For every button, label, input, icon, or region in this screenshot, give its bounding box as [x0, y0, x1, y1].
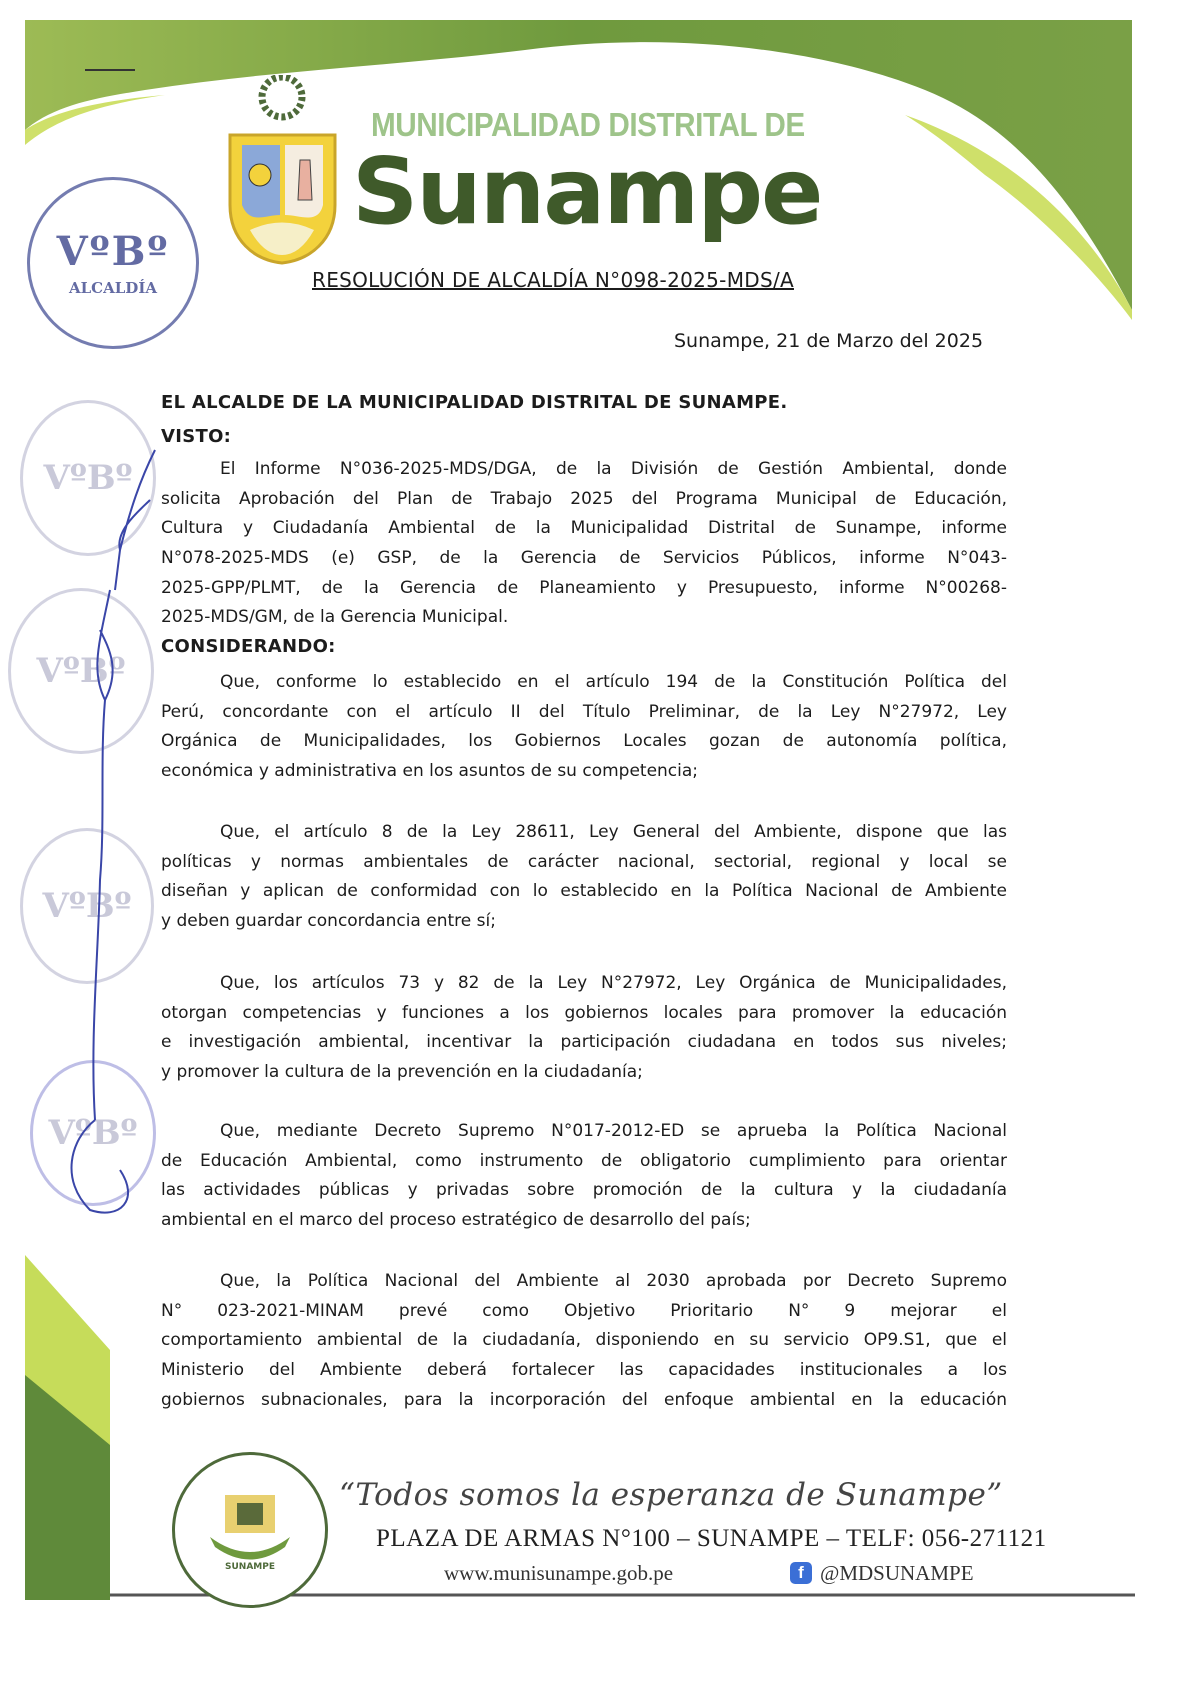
institution-name: MUNICIPALIDAD DISTRITAL DE [371, 106, 805, 143]
text-line: Cultura y Ciudadanía Ambiental de la Municipalidad Distrital de Sunampe, informe [161, 518, 1007, 539]
footer-address: PLAZA DE ARMAS N°100 – SUNAMPE – TELF: 056-271121 [376, 1525, 1047, 1552]
text-line: y promover la cultura de la prevención en la ciudadanía; [161, 1062, 643, 1083]
text-line: las actividades públicas y privadas sobre promoción de la cultura y la ciudadanía [161, 1180, 1007, 1201]
place-date: Sunampe, 21 de Marzo del 2025 [674, 330, 984, 352]
text-line: El Informe N°036-2025-MDS/DGA, de la División de Gestión Ambiental, donde [220, 459, 1007, 479]
text-line: políticas y normas ambientales de carácter nacional, sectorial, regional y local se [161, 851, 1007, 872]
vobo-alcaldia-stamp [27, 177, 199, 349]
text-line: 2025-GPP/PLMT, de la Gerencia de Planeamiento y Presupuesto, informe N°00268- [161, 577, 1007, 598]
text-line: económica y administrativa en los asuntos de su competencia; [161, 761, 699, 782]
footer-social[interactable] [790, 1560, 974, 1586]
margin-stamp-3: VºBº [20, 828, 154, 984]
margin-stamp-2: VºBº [8, 588, 154, 754]
text-line: 2025-MDS/GM, de la Gerencia Municipal. [161, 607, 509, 628]
text-line: comportamiento ambiental de la ciudadanía, disponiendo en su servicio OP9.S1, que el [161, 1330, 1007, 1351]
visto-heading: VISTO: [161, 426, 232, 447]
text-line: N°078-2025-MDS (e) GSP, de la Gerencia de Servicios Públicos, informe N°043- [161, 548, 1007, 569]
stamp-vobo-text: VºBº [56, 228, 170, 275]
text-line: Ministerio del Ambiente deberá fortalecer las capacidades institucionales a los [161, 1360, 1007, 1381]
considerando-paragraph-2 [161, 818, 1007, 937]
text-line: Que, conforme lo establecido en el artículo 194 de la Constitución Política del [220, 672, 1007, 692]
text-line: e investigación ambiental, incentivar la participación ciudadana en todos sus niveles; [161, 1032, 1007, 1053]
text-line: gobiernos subnacionales, para la incorporación del enfoque ambiental en la educación [161, 1389, 1007, 1410]
text-line: ambiental en el marco del proceso estratégico de desarrollo del país; [161, 1210, 751, 1231]
considerando-paragraph-3 [161, 969, 1007, 1088]
considerando-paragraph-1 [161, 668, 1007, 787]
stamp-alcaldia-text: ALCALDÍA [69, 279, 157, 297]
text-line: y deben guardar concordancia entre sí; [161, 911, 496, 932]
text-line: Perú, concordante con el artículo II del Título Preliminar, de la Ley N°27972, Ley [161, 701, 1007, 722]
text-line: Orgánica de Municipalidades, los Gobiernos Locales gozan de autonomía política, [161, 731, 1007, 752]
margin-stamp-4: VºBº [30, 1060, 156, 1206]
brand-name: Sunampe [352, 138, 822, 245]
social-handle: @MDSUNAMPE [820, 1561, 974, 1585]
text-line: diseñan y aplican de conformidad con lo establecido en la Política Nacional de Ambiente [161, 881, 1007, 902]
text-line: de Educación Ambiental, como instrumento de obligatorio cumplimiento para orientar [161, 1150, 1007, 1171]
text-line: Que, el artículo 8 de la Ley 28611, Ley General del Ambiente, dispone que las [220, 822, 1007, 842]
facebook-icon: f [790, 1562, 812, 1584]
footer-logo: SUNAMPE [172, 1452, 328, 1608]
text-line: otorgan competencias y funciones a los gobiernos locales para promover la educación [161, 1002, 1007, 1023]
authority-heading: EL ALCALDE DE LA MUNICIPALIDAD DISTRITAL DE SUNAMPE. [161, 392, 788, 413]
visto-paragraph [161, 455, 1007, 633]
resolution-title: RESOLUCIÓN DE ALCALDÍA N°098-2025-MDS/A [312, 268, 794, 292]
margin-stamp-1: VºBº [20, 400, 156, 556]
footer-website-link[interactable]: www.munisunampe.gob.pe [444, 1561, 674, 1585]
considerando-heading: CONSIDERANDO: [161, 636, 336, 657]
considerando-paragraph-4 [161, 1117, 1007, 1236]
coat-of-arms-logo [220, 75, 345, 265]
text-line: solicita Aprobación del Plan de Trabajo 2025 del Programa Municipal de Educación, [161, 488, 1007, 509]
text-line: Que, mediante Decreto Supremo N°017-2012-ED se aprueba la Política Nacional [220, 1121, 1007, 1141]
text-line: N° 023-2021-MINAM prevé como Objetivo Prioritario N° 9 mejorar el [161, 1300, 1007, 1321]
footer-slogan: “Todos somos la esperanza de Sunampe” [339, 1477, 1003, 1513]
text-line: Que, la Política Nacional del Ambiente al 2030 aprobada por Decreto Supremo [220, 1271, 1007, 1291]
hands-house-icon [205, 1487, 295, 1562]
text-line: Que, los artículos 73 y 82 de la Ley N°27972, Ley Orgánica de Municipalidades, [220, 973, 1007, 993]
